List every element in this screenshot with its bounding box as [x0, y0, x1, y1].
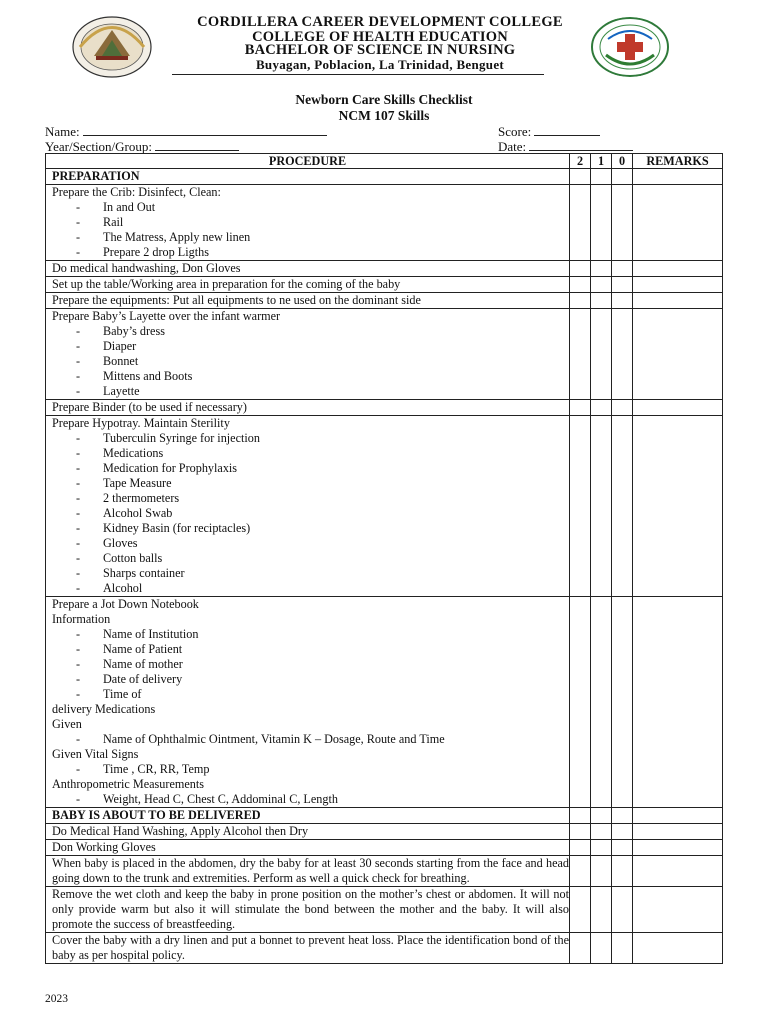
line-text: Kidney Basin (for reciptacles) — [103, 521, 251, 535]
line-text: Do medical handwashing, Don Gloves — [52, 261, 241, 275]
line-text: Baby’s dress — [103, 324, 165, 338]
score-2-cell[interactable] — [570, 856, 591, 887]
table-row — [46, 824, 723, 840]
table-row — [46, 840, 723, 856]
line-text: Prepare Baby’s Layette over the infant warmer — [52, 309, 281, 323]
procedure-text — [52, 612, 569, 627]
line-text: PREPARATION — [52, 169, 140, 183]
procedure-cell — [46, 824, 570, 840]
line-text: Medications — [103, 446, 164, 460]
remarks-cell[interactable] — [633, 293, 723, 309]
line-text: Prepare Binder (to be used if necessary) — [52, 400, 247, 414]
procedure-text — [52, 293, 569, 308]
dash-bullet: - — [76, 461, 81, 475]
dash-bullet: - — [76, 215, 81, 229]
line-text: Sharps container — [103, 566, 185, 580]
score-0-cell[interactable] — [612, 185, 633, 261]
table-row — [46, 293, 723, 309]
sub-item — [52, 354, 569, 369]
remarks-cell[interactable] — [633, 400, 723, 416]
college-name: CORDILLERA CAREER DEVELOPMENT COLLEGE — [197, 14, 563, 30]
remarks-cell[interactable] — [633, 824, 723, 840]
sub-item — [52, 245, 569, 260]
table-row — [46, 887, 723, 933]
dash-bullet: - — [76, 384, 81, 398]
dash-bullet: - — [76, 551, 81, 565]
dash-bullet: - — [76, 581, 81, 595]
sub-item — [52, 521, 569, 536]
line-text: Alcohol — [103, 581, 143, 595]
procedure-text — [52, 777, 569, 792]
sub-item — [52, 627, 569, 642]
sub-item — [52, 672, 569, 687]
score-1-cell[interactable] — [591, 808, 612, 824]
score-2-cell[interactable] — [570, 416, 591, 597]
procedure-cell — [46, 840, 570, 856]
dash-bullet: - — [76, 200, 81, 214]
procedure-cell — [46, 856, 570, 887]
score-2-cell[interactable] — [570, 261, 591, 277]
procedure-text — [52, 185, 569, 200]
line-text: Prepare Hypotray. Maintain Sterility — [52, 416, 230, 430]
line-text: In and Out — [103, 200, 156, 214]
dash-bullet: - — [76, 642, 81, 656]
sub-item — [52, 762, 569, 777]
line-text: Information — [52, 612, 111, 626]
procedure-cell — [46, 887, 570, 933]
sub-item — [52, 687, 569, 702]
score-0-cell[interactable] — [612, 933, 633, 964]
score-blank[interactable] — [534, 125, 600, 136]
checklist-title: Newborn Care Skills Checklist — [295, 92, 473, 107]
procedure-cell — [46, 169, 570, 185]
line-text: Alcohol Swab — [103, 506, 173, 520]
line-text: Cotton balls — [103, 551, 163, 565]
table-row — [46, 597, 723, 808]
procedure-text — [52, 309, 569, 324]
sub-item — [52, 732, 569, 747]
date-blank[interactable] — [529, 140, 633, 151]
procedure-cell — [46, 185, 570, 261]
college-address: Buyagan, Poblacion, La Trinidad, Benguet — [255, 57, 505, 72]
name-blank[interactable] — [83, 125, 327, 136]
procedure-cell — [46, 933, 570, 964]
dash-bullet: - — [76, 732, 81, 746]
line-text: Cover the baby with a dry linen and put a bonnet to prevent heat loss. Place the identification bond of the baby as per hospital policy. — [52, 933, 569, 962]
department-name: COLLEGE OF HEALTH EDUCATION — [252, 29, 508, 45]
line-text: The Matress, Apply new linen — [103, 230, 251, 244]
line-text: When baby is placed in the abdomen, dry the baby for at least 30 seconds starting from the face and head going down to the trunk and extremities. Perform as well a quick check for breathing. — [52, 856, 569, 885]
line-text: Medication for Prophylaxis — [103, 461, 238, 475]
health-education-seal-icon — [590, 17, 670, 77]
line-text: Remove the wet cloth and keep the baby in prone position on the mother’s chest or abdomen. It will not only provide warm but also it will stimulate the bond between the mother and the baby. It will also promote the success of breastfeeding. — [52, 887, 569, 931]
table-row — [46, 856, 723, 887]
score-0-cell[interactable] — [612, 277, 633, 293]
score-0-cell[interactable] — [612, 856, 633, 887]
sub-item — [52, 792, 569, 807]
line-text: Prepare a Jot Down Notebook — [52, 597, 199, 611]
score-2-cell[interactable] — [570, 933, 591, 964]
table-row — [46, 400, 723, 416]
score-0-cell[interactable] — [612, 808, 633, 824]
score-1-cell[interactable] — [591, 856, 612, 887]
remarks-header: REMARKS — [633, 154, 723, 169]
dash-bullet: - — [76, 339, 81, 353]
line-text: delivery Medications — [52, 702, 156, 716]
procedure-cell — [46, 416, 570, 597]
sub-item — [52, 551, 569, 566]
table-row — [46, 277, 723, 293]
line-text: Name of Patient — [103, 642, 183, 656]
remarks-cell[interactable] — [633, 169, 723, 185]
line-text: Name of Ophthalmic Ointment, Vitamin K – Dosage, Route and Time — [103, 732, 445, 746]
procedure-text — [52, 717, 569, 732]
line-text: Given — [52, 717, 82, 731]
score-0-cell[interactable] — [612, 400, 633, 416]
score-2-cell[interactable] — [570, 169, 591, 185]
dash-bullet: - — [76, 230, 81, 244]
score-2-header: 2 — [570, 154, 591, 169]
score-0-header: 0 — [612, 154, 633, 169]
line-text: Rail — [103, 215, 124, 229]
score-1-cell[interactable] — [591, 169, 612, 185]
dash-bullet: - — [76, 672, 81, 686]
line-text: Mittens and Boots — [103, 369, 193, 383]
program-name: BACHELOR OF SCIENCE IN NURSING — [244, 42, 516, 58]
remarks-cell[interactable] — [633, 309, 723, 400]
sub-item — [52, 431, 569, 446]
name-field[interactable] — [45, 124, 327, 140]
dash-bullet: - — [76, 476, 81, 490]
score-1-cell[interactable] — [591, 293, 612, 309]
line-text: Set up the table/Working area in preparation for the coming of the baby — [52, 277, 401, 291]
sub-item — [52, 369, 569, 384]
dash-bullet: - — [76, 446, 81, 460]
procedure-text — [52, 824, 569, 839]
score-1-cell[interactable] — [591, 277, 612, 293]
line-text: Anthropometric Measurements — [52, 777, 204, 791]
score-1-cell[interactable] — [591, 933, 612, 964]
score-2-cell[interactable] — [570, 824, 591, 840]
line-text: Weight, Head C, Chest C, Addominal C, Length — [103, 792, 338, 806]
score-2-cell[interactable] — [570, 808, 591, 824]
dash-bullet: - — [76, 369, 81, 383]
score-1-cell[interactable] — [591, 887, 612, 933]
remarks-cell[interactable] — [633, 277, 723, 293]
score-1-cell[interactable] — [591, 824, 612, 840]
remarks-cell[interactable] — [633, 261, 723, 277]
sub-item — [52, 491, 569, 506]
score-0-cell[interactable] — [612, 309, 633, 400]
line-text: Don Working Gloves — [52, 840, 156, 854]
score-2-cell[interactable] — [570, 400, 591, 416]
sub-item — [52, 657, 569, 672]
procedure-text — [52, 277, 569, 292]
score-0-cell[interactable] — [612, 597, 633, 808]
procedure-cell — [46, 293, 570, 309]
line-text: Tuberculin Syringe for injection — [103, 431, 260, 445]
remarks-cell[interactable] — [633, 856, 723, 887]
score-1-cell[interactable] — [591, 309, 612, 400]
score-2-cell[interactable] — [570, 887, 591, 933]
sub-item — [52, 506, 569, 521]
procedure-text — [52, 856, 569, 886]
table-row — [46, 309, 723, 400]
section-heading — [52, 808, 569, 823]
remarks-cell[interactable] — [633, 808, 723, 824]
dash-bullet: - — [76, 566, 81, 580]
line-text: Diaper — [103, 339, 137, 353]
remarks-cell[interactable] — [633, 887, 723, 933]
dash-bullet: - — [76, 491, 81, 505]
year-section-label: Year/Section/Group: — [45, 139, 153, 154]
score-2-cell[interactable] — [570, 277, 591, 293]
score-2-cell[interactable] — [570, 597, 591, 808]
remarks-cell[interactable] — [633, 840, 723, 856]
dash-bullet: - — [76, 506, 81, 520]
line-text: Do Medical Hand Washing, Apply Alcohol then Dry — [52, 824, 309, 838]
score-2-cell[interactable] — [570, 309, 591, 400]
procedure-text — [52, 933, 569, 963]
procedure-text — [52, 597, 569, 612]
dash-bullet: - — [76, 521, 81, 535]
score-2-cell[interactable] — [570, 293, 591, 309]
score-0-cell[interactable] — [612, 261, 633, 277]
sub-item — [52, 566, 569, 581]
line-text: Tape Measure — [103, 476, 172, 490]
score-1-cell[interactable] — [591, 597, 612, 808]
procedure-text — [52, 261, 569, 276]
remarks-cell[interactable] — [633, 185, 723, 261]
line-text: BABY IS ABOUT TO BE DELIVERED — [52, 808, 261, 822]
line-text: Given Vital Signs — [52, 747, 139, 761]
header-divider — [172, 74, 544, 75]
sub-item — [52, 200, 569, 215]
procedure-text — [52, 400, 569, 415]
procedure-cell — [46, 808, 570, 824]
table-body — [46, 169, 723, 964]
table-row — [46, 185, 723, 261]
sub-item — [52, 536, 569, 551]
dash-bullet: - — [76, 431, 81, 445]
line-text: Prepare the Crib: Disinfect, Clean: — [52, 185, 221, 199]
line-text: Time , CR, RR, Temp — [103, 762, 210, 776]
score-0-cell[interactable] — [612, 824, 633, 840]
line-text: Bonnet — [103, 354, 139, 368]
line-text: Prepare the equipments: Put all equipments to ne used on the dominant side — [52, 293, 421, 307]
dash-bullet: - — [76, 627, 81, 641]
line-text: Name of Institution — [103, 627, 199, 641]
score-1-cell[interactable] — [591, 416, 612, 597]
score-field[interactable] — [498, 124, 600, 140]
section-heading — [52, 169, 569, 184]
footer-year: 2023 — [45, 993, 68, 1005]
skills-checklist-table — [45, 153, 723, 964]
dash-bullet: - — [76, 792, 81, 806]
procedure-text — [52, 416, 569, 431]
score-2-cell[interactable] — [570, 840, 591, 856]
line-text: 2 thermometers — [103, 491, 180, 505]
date-label: Date: — [498, 139, 527, 154]
procedure-text — [52, 840, 569, 855]
score-1-cell[interactable] — [591, 185, 612, 261]
dash-bullet: - — [76, 354, 81, 368]
table-row — [46, 933, 723, 964]
remarks-cell[interactable] — [633, 597, 723, 808]
score-1-cell[interactable] — [591, 840, 612, 856]
procedure-cell — [46, 277, 570, 293]
dash-bullet: - — [76, 536, 81, 550]
line-text: Name of mother — [103, 657, 183, 671]
procedure-cell — [46, 597, 570, 808]
score-0-cell[interactable] — [612, 887, 633, 933]
line-text: Gloves — [103, 536, 138, 550]
score-0-cell[interactable] — [612, 416, 633, 597]
dash-bullet: - — [76, 687, 81, 701]
sub-item — [52, 339, 569, 354]
procedure-header: PROCEDURE — [46, 154, 570, 169]
score-0-cell[interactable] — [612, 293, 633, 309]
name-label: Name: — [45, 124, 80, 139]
score-1-header: 1 — [591, 154, 612, 169]
sub-item — [52, 230, 569, 245]
procedure-text — [52, 702, 569, 717]
sub-item — [52, 581, 569, 596]
line-text: Time of — [103, 687, 142, 701]
sub-item — [52, 476, 569, 491]
score-2-cell[interactable] — [570, 185, 591, 261]
remarks-cell[interactable] — [633, 416, 723, 597]
sub-item — [52, 215, 569, 230]
course-subtitle: NCM 107 Skills — [338, 108, 430, 123]
table-row — [46, 416, 723, 597]
table-row — [46, 261, 723, 277]
sub-item — [52, 642, 569, 657]
line-text: Layette — [103, 384, 140, 398]
dash-bullet: - — [76, 324, 81, 338]
year-section-blank[interactable] — [155, 140, 239, 151]
line-text: Date of delivery — [103, 672, 183, 686]
score-1-cell[interactable] — [591, 261, 612, 277]
dash-bullet: - — [76, 245, 81, 259]
dash-bullet: - — [76, 657, 81, 671]
procedure-text — [52, 747, 569, 762]
procedure-text — [52, 887, 569, 932]
section-row — [46, 808, 723, 824]
score-label: Score: — [498, 124, 532, 139]
procedure-cell — [46, 309, 570, 400]
sub-item — [52, 461, 569, 476]
sub-item — [52, 324, 569, 339]
table-header-row — [46, 154, 723, 169]
sub-item — [52, 446, 569, 461]
procedure-cell — [46, 261, 570, 277]
line-text: Prepare 2 drop Ligths — [103, 245, 209, 259]
score-0-cell[interactable] — [612, 840, 633, 856]
section-row — [46, 169, 723, 185]
sub-item — [52, 384, 569, 399]
remarks-cell[interactable] — [633, 933, 723, 964]
college-seal-icon — [72, 16, 152, 78]
procedure-cell — [46, 400, 570, 416]
score-0-cell[interactable] — [612, 169, 633, 185]
score-1-cell[interactable] — [591, 400, 612, 416]
dash-bullet: - — [76, 762, 81, 776]
